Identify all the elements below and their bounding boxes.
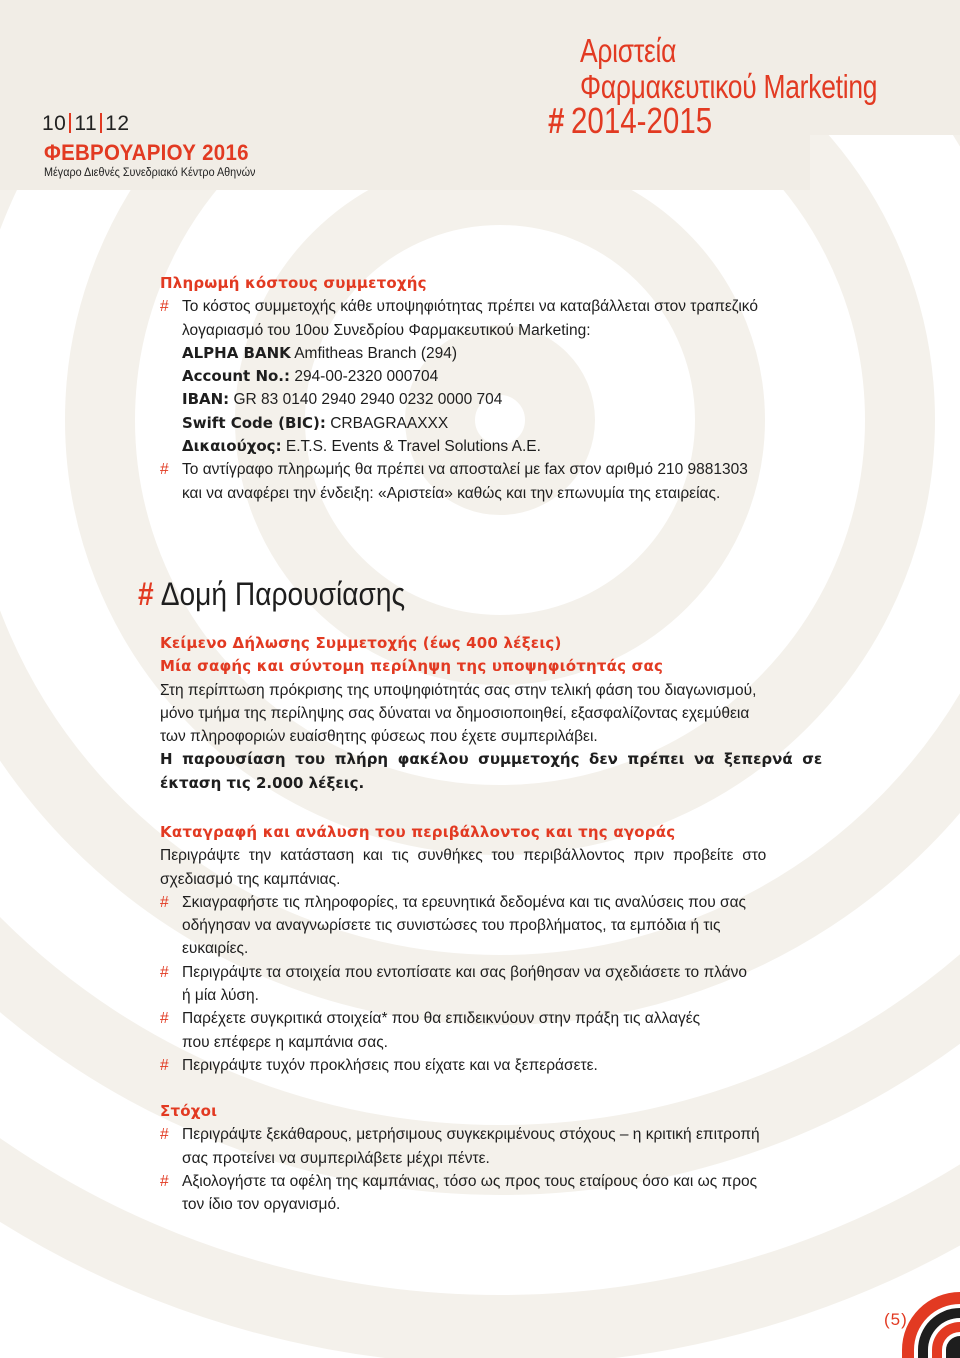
swift-label: Swift Code (BIC): bbox=[182, 413, 326, 432]
market-bullet-1 bbox=[160, 891, 850, 961]
title-year: 2014-2015 bbox=[570, 100, 713, 141]
market-bullet-line: Παρέχετε συγκριτικά στοιχεία* που θα επιδεικνύουν στην πράξη τις αλλαγές bbox=[182, 1010, 701, 1028]
market-bullet-line: οδήγησαν να αναγνωρίσετε τις συνιστώσες του προβλήματος, τα εμπόδια ή τις bbox=[182, 917, 721, 935]
account-line bbox=[182, 365, 850, 388]
payment-text-line: Το κόστος συμμετοχής κάθε υποψηφιότητας πρέπει να καταβάλλεται στον τραπεζικό bbox=[182, 298, 758, 316]
bank-label: ALPHA BANK bbox=[182, 343, 291, 362]
beneficiary-label: Δικαιούχος: bbox=[182, 437, 282, 456]
hash-bullet: # bbox=[160, 963, 169, 981]
date-day-2: 11 bbox=[74, 112, 98, 135]
goals-section bbox=[160, 1100, 850, 1216]
payment-text-line: λογαριασμό του 10ου Συνεδρίου Φαρμακευτικού Marketing: bbox=[182, 321, 591, 339]
market-section bbox=[160, 821, 850, 1077]
goals-heading: Στόχοι bbox=[160, 1102, 218, 1120]
hash-bullet: # bbox=[160, 1172, 169, 1190]
bank-line bbox=[182, 342, 850, 365]
bank-value: Amfitheas Branch (294) bbox=[290, 344, 458, 362]
title-line-1: Αριστεία bbox=[580, 32, 677, 69]
section-title-text: Δομή Παρουσίασης bbox=[160, 576, 406, 612]
payment-bullet-1 bbox=[160, 295, 850, 458]
account-value: 294-00-2320 000704 bbox=[290, 368, 439, 386]
payment-heading: Πληρωμή κόστους συμμετοχής bbox=[160, 274, 427, 292]
title-hash: # bbox=[548, 100, 565, 141]
payment-text-line: και να αναφέρει την ένδειξη: «Αριστεία» καθώς και την επωνυμία της εταιρείας. bbox=[182, 484, 721, 502]
hash-bullet: # bbox=[160, 1056, 169, 1074]
goals-bullet-line: τον ίδιο τον οργανισμό. bbox=[182, 1196, 341, 1214]
iban-line bbox=[182, 388, 850, 411]
date-day-1: 10 bbox=[42, 112, 67, 135]
payment-section bbox=[160, 272, 850, 505]
swift-value: CRBAGRAAXXX bbox=[325, 414, 449, 432]
goals-bullet-2 bbox=[160, 1170, 850, 1217]
declaration-heading: Κείμενο Δήλωσης Συμμετοχής (έως 400 λέξεις) bbox=[160, 634, 562, 652]
structure-para-line: μόνο τμήμα της περίληψης σας δύναται να δημοσιοποιηθεί, εξασφαλίζοντας εχεμύθεια bbox=[160, 704, 750, 722]
goals-bullet-line: Περιγράψτε ξεκάθαρους, μετρήσιμους συγκεκριμένους στόχους – η κριτική επιτροπή bbox=[182, 1126, 760, 1144]
account-label: Account No.: bbox=[182, 367, 291, 386]
summary-heading: Μία σαφής και σύντομη περίληψη της υποψηφιότητάς σας bbox=[160, 657, 664, 676]
market-bullet-4 bbox=[160, 1054, 850, 1077]
market-bullet-2 bbox=[160, 961, 850, 1008]
section-title bbox=[138, 576, 405, 613]
hash-bullet: # bbox=[160, 893, 169, 911]
event-month: ΦΕΒΡΟΥΑΡΙΟΥ 2016 bbox=[44, 140, 249, 165]
event-venue: Μέγαρο Διεθνές Συνεδριακό Κέντρο Αθηνών bbox=[44, 165, 256, 179]
hash-bullet: # bbox=[160, 1126, 169, 1144]
hash-bullet: # bbox=[160, 298, 169, 316]
structure-section bbox=[160, 632, 850, 795]
goals-bullet-1 bbox=[160, 1123, 850, 1170]
market-bullet-line: Περιγράψτε τα στοιχεία που εντοπίσατε και σας βοήθησαν να σχεδιάσετε το πλάνο bbox=[182, 963, 747, 981]
beneficiary-value: E.T.S. Events & Travel Solutions A.E. bbox=[281, 438, 541, 456]
structure-para-line: των πληροφοριών ευαίσθητης φύσεως που έχετε συμπεριλάβει. bbox=[160, 728, 598, 746]
market-intro-line: Περιγράψτε την κατάσταση και τις συνθήκες του περιβάλλοντος πριν προβείτε στο bbox=[160, 847, 767, 865]
market-intro-line: σχεδιασμό της καμπάνιας. bbox=[160, 870, 341, 888]
spiral-logo-icon bbox=[900, 1290, 960, 1358]
goals-bullet-line: σας προτείνει να συμπεριλάβετε μέχρι πέντε. bbox=[182, 1149, 490, 1167]
swift-line bbox=[182, 412, 850, 435]
hash-bullet: # bbox=[160, 1010, 169, 1028]
iban-value: GR 83 0140 2940 2940 0232 0000 704 bbox=[229, 391, 503, 409]
payment-bullet-2 bbox=[160, 458, 850, 505]
section-hash: # bbox=[138, 576, 154, 612]
market-bullet-line: που επέφερε η καμπάνια σας. bbox=[182, 1033, 388, 1051]
hash-bullet: # bbox=[160, 461, 169, 479]
goals-bullet-line: Αξιολογήστε τα οφέλη της καμπάνιας, τόσο ως προς τους εταίρους όσο και ως προς bbox=[182, 1172, 758, 1190]
market-bullet-line: Σκιαγραφήστε τις πληροφορίες, τα ερευνητικά δεδομένα και τις αναλύσεις που σας bbox=[182, 893, 747, 911]
iban-label: IBAN: bbox=[182, 390, 230, 409]
market-bullet-line: Περιγράψτε τυχόν προκλήσεις που είχατε και να ξεπεράσετε. bbox=[182, 1056, 598, 1074]
payment-text-line: Το αντίγραφο πληρωμής θα πρέπει να αποσταλεί με fax στον αριθμό 210 9881303 bbox=[182, 461, 748, 479]
market-bullet-line: ευκαιρίες. bbox=[182, 940, 249, 958]
beneficiary-line bbox=[182, 435, 850, 458]
date-day-3: 12 bbox=[105, 112, 130, 135]
page-number: (5) bbox=[884, 1310, 908, 1329]
market-heading: Καταγραφή και ανάλυση του περιβάλλοντος και της αγοράς bbox=[160, 823, 676, 841]
market-bullet-3 bbox=[160, 1007, 850, 1054]
structure-para-line: Στη περίπτωση πρόκρισης της υποψηφιότητάς σας στην τελική φάση του διαγωνισμού, bbox=[160, 681, 757, 699]
title-line-2: Φαρμακευτικού Marketing bbox=[580, 68, 878, 105]
length-limit-line: Η παρουσίαση του πλήρη φακέλου συμμετοχής δεν πρέπει να ξεπερνά σε bbox=[160, 750, 823, 769]
length-limit-line: έκταση τις 2.000 λέξεις. bbox=[160, 773, 365, 792]
market-bullet-line: ή μία λύση. bbox=[182, 987, 259, 1005]
